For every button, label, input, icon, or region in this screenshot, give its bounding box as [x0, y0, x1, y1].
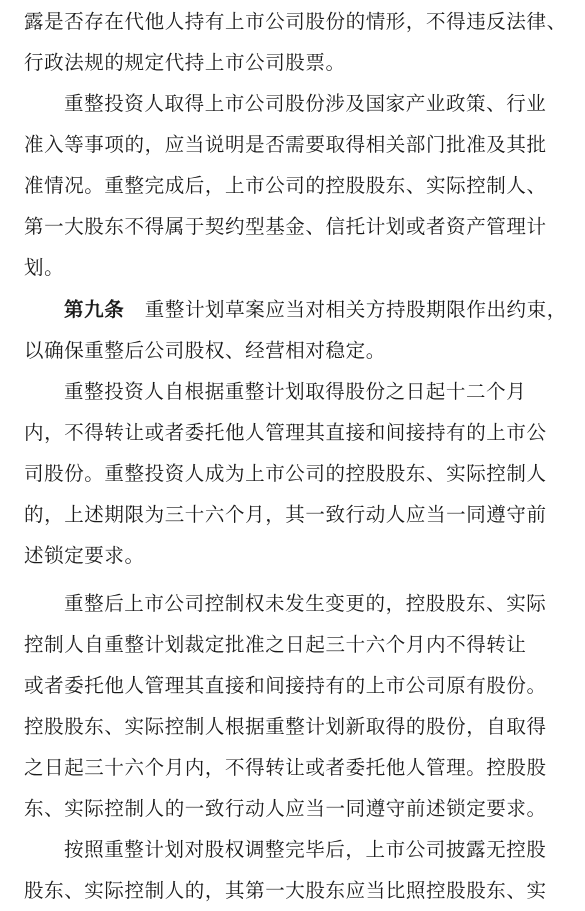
text-line: 划。 [24, 256, 65, 279]
text-line: 第一大股东不得属于契约型基金、信托计划或者资产管理计 [24, 215, 547, 238]
text-line: 露是否存在代他人持有上市公司股份的情形，不得违反法律、 [24, 10, 567, 33]
article-paragraph [64, 297, 585, 323]
article-heading: 第九条 [64, 298, 125, 321]
text-line: 控制人自重整计划裁定批准之日起三十六个月内不得转让 [24, 633, 527, 656]
text-line: 控股股东、实际控制人根据重整计划新取得的股份，自取得 [24, 715, 547, 738]
text-line: 的，上述期限为三十六个月，其一致行动人应当一同遵守前 [24, 503, 547, 526]
text-line: 准情况。重整完成后，上市公司的控股股东、实际控制人、 [24, 174, 547, 197]
article-text: 重整计划草案应当对相关方持股期限作出约束， [144, 298, 567, 321]
text-line: 以确保重整后公司股权、经营相对稳定。 [24, 339, 386, 362]
text-line: 东、实际控制人的一致行动人应当一同遵守前述锁定要求。 [24, 797, 547, 820]
text-line: 司股份。重整投资人成为上市公司的控股股东、实际控制人 [24, 462, 547, 485]
text-line: 准入等事项的，应当说明是否需要取得相关部门批准及其批 [24, 133, 547, 156]
text-line: 或者委托他人管理其直接和间接持有的上市公司原有股份。 [24, 674, 547, 697]
text-line: 内，不得转让或者委托他人管理其直接和间接持有的上市公 [24, 421, 547, 444]
paragraph-start: 重整后上市公司控制权未发生变更的，控股股东、实际 [64, 592, 547, 615]
text-line: 股东、实际控制人的，其第一大股东应当比照控股股东、实 [24, 879, 547, 902]
text-line: 行政法规的规定代持上市公司股票。 [24, 51, 346, 74]
text-line: 之日起三十六个月内，不得转让或者委托他人管理。控股股 [24, 756, 547, 779]
paragraph-start: 重整投资人自根据重整计划取得股份之日起十二个月 [64, 380, 527, 403]
text-line: 述锁定要求。 [24, 544, 145, 567]
paragraph-start: 重整投资人取得上市公司股份涉及国家产业政策、行业 [64, 92, 547, 115]
paragraph-start: 按照重整计划对股权调整完毕后，上市公司披露无控股 [64, 838, 547, 861]
